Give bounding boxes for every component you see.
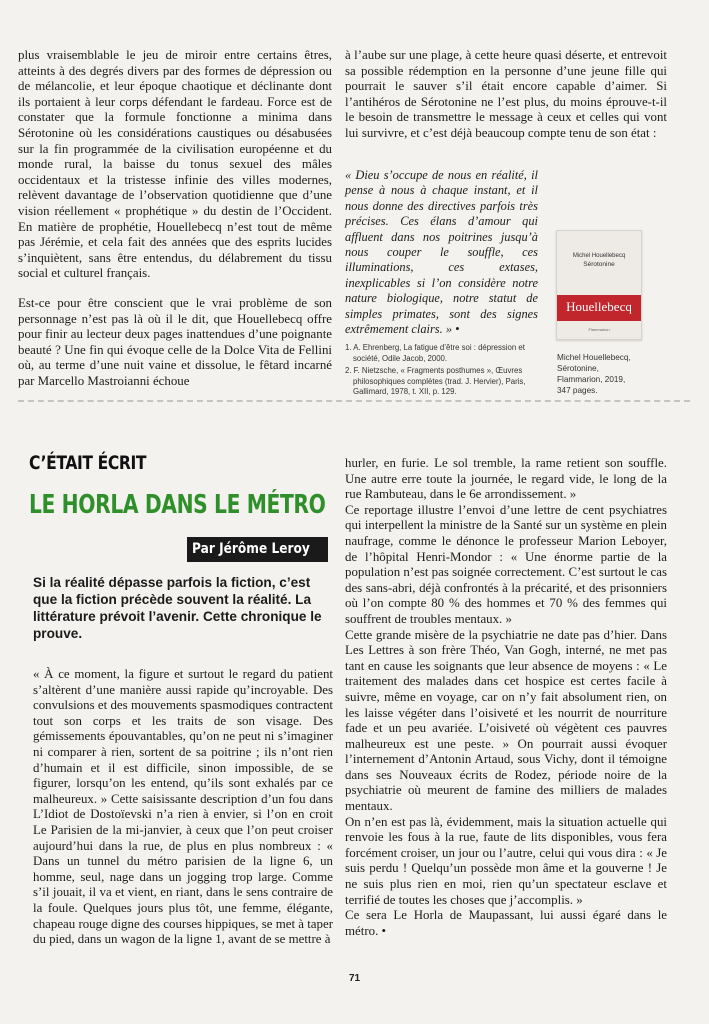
article-paragraph: Cette grande misère de la psychiatrie ne date pas d’hier. Dans Les Lettres à son frère Théo, Van Gogh, interné, ne met pas tant en cause les soignants que leur absence de moyens : « Le traitement des malades dans cet hospice est certes facile à suivre, même en voyage, car on n’y fait absolument rien, on les laisse végéter dans l’oisiveté et les nourrit de nourriture fade et un peu avariée. L’oisiveté où végètent ces pauvres malheureux est une peste. » On pourrait aussi évoquer l’internement d’Antonin Artaud, sous Vichy, dont il témoigne dans ses Nouveaux écrits de Rodez, période noire de la psychiatrie où meurent de famine des milliers de malades mentaux.	[345, 627, 667, 814]
article-right-column	[345, 456, 667, 939]
book-cover-title: Sérotonine	[583, 261, 615, 268]
byline	[187, 537, 328, 562]
book-caption-line: Sérotonine,	[557, 364, 599, 373]
rubric-title: C’ÉTAIT ÉCRIT	[29, 452, 147, 474]
article-paragraph: Ce sera Le Horla de Maupassant, lui aussi égaré dans le métro. •	[345, 908, 667, 938]
article-paragraph: hurler, en furie. Le sol tremble, la rame retient son souffle. Une autre erre toute la journée, le regard vide, le long de la rue Rambuteau, dans le 6e arrondissement. »	[345, 456, 667, 502]
byline-text: Par Jérôme Leroy	[192, 541, 310, 557]
book-cover-publisher: Flammarion	[588, 327, 610, 332]
book-cover-author-large: Houellebecq	[566, 299, 632, 314]
article-left-column	[33, 667, 333, 948]
article-title: LE HORLA DANS LE MÉTRO	[29, 490, 326, 520]
review-paragraph: plus vraisemblable le jeu de miroir entre certains êtres, atteints à des degrés divers par des formes de dépression ou de mélancolie, et leur époque chaotique et déclinante dont ils portaient à leur corps défendant le fardeau. Force est de constater que la formule fonctionne a minima dans Sérotonine où les considérations caustiques ou désabusées sur la fin programmée de la civilisation européenne et du monde rural, la baisse du tonus sexuel des mâles occidentaux et la tristesse infinie des villes modernes, relèvent davantage de l’observation quotidienne que d’une vision réellement « prophétique » du destin de l’Occident. En matière de prophétie, Houellebecq n’est tout de même pas Jérémie, et cela fait des années que des esprits lucides s’inquiètent, sans être entendus, du délabrement du tissu social et culturel français.	[18, 48, 332, 281]
review-quote	[345, 168, 538, 337]
book-caption-line: Michel Houellebecq,	[557, 353, 631, 362]
review-quote-text: « Dieu s’occupe de nous en réalité, il pense à nous à chaque instant, et il nous donne des directives parfois très précises. Ces élans d’amour qui affluent dans nos poitrines jusqu’à nous couper le souffle, ces illuminations, ces extases, inexplicables si l’on considère notre nature biologique, notre statut de simples primates, sont des signes extrêmement clairs. » •	[345, 168, 538, 337]
lede: Si la réalité dépasse parfois la fiction, c’est que la fiction précède souvent la réalité. La littérature prévoit l’avenir. Cette chronique le prouve.	[33, 575, 322, 641]
article-paragraph: « À ce moment, la figure et surtout le regard du patient s’altèrent d’une manière aussi rapide qu’incroyable. Des convulsions et des mouvements spasmodiques contractent tout son corps et les traits de son visage. Des gémissements épouvantables, qu’on ne peut ni s’imaginer ni comparer à rien, sortent de sa poitrine ; ils n’ont rien d’humain et il est difficile, sinon impossible, de se figurer, lorsqu’on les entend, qu’ils sont exhalés par ce malheureux. » Cette saisissante description d’un fou dans L’Idiot de Dostoïevski n’a rien à envier, si l’on en croit Le Parisien de la mi-janvier, à ceux que l’on peut croiser aujourd’hui dans la rue, de plus en plus nombreux : « Dans un tunnel du métro parisien de la ligne 6, un homme, seul, nage dans un jogging trop large. Comme s’il jouait, il va et vient, en riant, dans le sens contraire de la foule. Quelques jours plus tôt, une femme, élégante, chapeau rouge digne des courses hippiques, se met à taper du pied, dans un wagon de la ligne 1, avant de se mettre à	[33, 667, 333, 947]
footnotes	[345, 343, 545, 400]
article-paragraph: On n’en est pas là, évidemment, mais la situation actuelle qui renvoie les fous à la rue, faute de lits disponibles, vous fera forcément croiser, un jour ou l’autre, celui qui vous dira : « Je suis perdu ! Quelqu’un possède mon âme et la gouverne ! Je ne suis plus rien en moi, rien qu’un spectateur esclave et terrifié de toutes les choses que j’accomplis. »	[345, 814, 667, 907]
article-paragraph: Ce reportage illustre l’envoi d’une lettre de cent psychiatres qui interpellent la ministre de la Santé sur un système en plein naufrage, comme le dénonce le professeur Marion Leboyer, de l’hôpital Henri-Mondor : « Une énorme partie de la population n’est pas soignée correctement. C’est surtout le cas des sans-abri, déjà confrontés à la précarité, et des prisonniers où l’on compte 80 % des hommes et 70 % des femmes qui souffrent de troubles mentaux. »	[345, 502, 667, 626]
review-right-column	[345, 48, 667, 142]
book-cover-author: Michel Houellebecq	[572, 253, 626, 259]
review-left-column	[18, 48, 332, 389]
page-number: 71	[348, 973, 361, 984]
book-cover-image	[556, 230, 642, 340]
footnote: 1. A. Ehrenberg, La fatigue d’être soi : dépression et société, Odile Jacob, 2000.	[345, 343, 525, 363]
book-caption-line: Flammarion, 2019,	[557, 375, 626, 384]
section-divider	[18, 400, 690, 402]
book-caption	[557, 352, 667, 396]
footnote: 2. F. Nietzsche, « Fragments posthumes », Œuvres philosophiques complètes (trad. J. Hervier), Paris, Gallimard, 1978, t. XII, p. 129.	[345, 366, 526, 397]
review-paragraph: à l’aube sur une plage, à cette heure quasi déserte, et entrevoit sa possible rédemption en la personne d’une jeune fille qui pourrait le sauver s’il était encore capable d’aimer. Si l’antihéros de Sérotonine ne l’est plus, du moins éprouve-t-il le besoin de transmettre le message à ceux et celles qui vont lui survivre, et c’est déjà beaucoup compte tenu de son état :	[345, 48, 667, 140]
review-paragraph: Est-ce pour être conscient que le vrai problème de son personnage n’est pas là où il le dit, que Houellebecq offre pour finir au lecteur deux pages inattendues d’une poignante beauté ? Une fin qui évoque celle de la Dolce Vita de Fellini où, au terme d’une nuit vaine et dissolue, le fêtard incarné par Marcello Mastroianni échoue	[18, 295, 332, 388]
book-caption-line: 347 pages.	[557, 386, 598, 395]
